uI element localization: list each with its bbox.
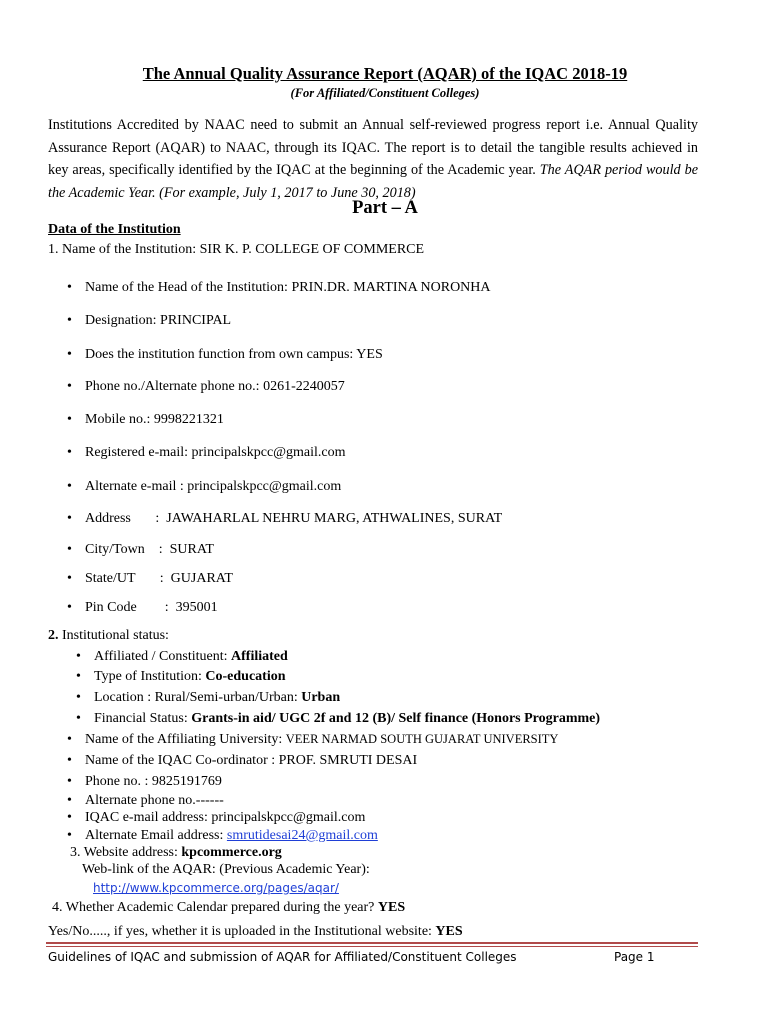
alt-email-link[interactable]: smrutidesai24@gmail.com — [226, 828, 378, 843]
status-location-value: Urban — [301, 690, 341, 705]
footer-text: Guidelines of IQAC and submission of AQAR for Affiliated/Constituent Colleges — [48, 950, 517, 964]
status-type — [94, 669, 286, 685]
q4-calendar — [52, 900, 405, 916]
list-item-campus: • Does the institution function from own campus: YES — [85, 347, 383, 363]
part-a-heading: Part – A — [352, 198, 418, 218]
q4-label: 4. Whether Academic Calendar prepared during the year? — [52, 900, 378, 915]
footer-rule-thick — [46, 942, 698, 944]
list-item-head: • Name of the Head of the Institution: PRIN.DR. MARTINA NORONHA — [85, 280, 491, 296]
intro-text: Institutions Accredited by NAAC need to submit an Annual self-reviewed progress report i.e. Annual Quality Assurance Report (AQAR) to NAAC, through its IQAC. The report is to detail the tangible results achieved in key areas, specifically identified by the IQAC at the beginning of the Academic year. — [48, 117, 698, 178]
status-heading — [48, 628, 169, 644]
footer-rule-thin — [46, 946, 698, 947]
status-university-label: Name of the Affiliating University: — [85, 732, 286, 747]
status-affiliated-label: Affiliated / Constituent: — [94, 649, 232, 664]
data-heading: Data of the Institution — [48, 222, 181, 237]
website-address — [70, 845, 282, 861]
list-item-alternate-email: • Alternate e-mail : principalskpcc@gmail.com — [85, 479, 341, 495]
uploaded-value: YES — [435, 924, 463, 939]
status-phone: • Phone no. : 9825191769 — [85, 774, 222, 790]
list-item-state: • State/UT : GUJARAT — [85, 571, 233, 587]
status-location-label: Location : Rural/Semi-urban/Urban: — [94, 690, 302, 705]
status-alt-email-label: Alternate Email address: — [85, 828, 227, 843]
status-type-value: Co-education — [205, 669, 286, 684]
page-number: Page 1 — [614, 950, 655, 964]
status-university-value: VEER NARMAD SOUTH GUJARAT UNIVERSITY — [285, 732, 559, 746]
weblink-label: Web-link of the AQAR: (Previous Academic Year): — [82, 862, 370, 877]
list-item-phone: • Phone no./Alternate phone no.: 0261-2240057 — [85, 379, 345, 395]
status-affiliated-value: Affiliated — [231, 649, 288, 664]
status-heading-text: Institutional status: — [58, 628, 169, 643]
calendar-uploaded — [48, 924, 463, 940]
list-item-pincode: • Pin Code : 395001 — [85, 600, 218, 616]
website-value: kpcommerce.org — [181, 845, 282, 860]
intro-paragraph — [48, 114, 698, 204]
list-item-address: • Address : JAWAHARLAL NEHRU MARG, ATHWALINES, SURAT — [85, 511, 502, 527]
status-financial-value: Grants-in aid/ UGC 2f and 12 (B)/ Self finance (Honors Programme) — [191, 711, 601, 726]
status-alt-phone: • Alternate phone no.------ — [85, 793, 224, 809]
website-label: 3. Website address: — [70, 845, 182, 860]
list-item-designation: • Designation: PRINCIPAL — [85, 313, 231, 329]
q4-value: YES — [377, 900, 406, 915]
status-type-label: Type of Institution: — [94, 669, 206, 684]
document-subtitle: (For Affiliated/Constituent Colleges) — [290, 86, 480, 100]
list-item-mobile: • Mobile no.: 9998221321 — [85, 412, 224, 428]
status-iqac-email: • IQAC e-mail address: principalskpcc@gmail.com — [85, 810, 365, 826]
intro-italic: The AQAR period would be the Academic Year. (For example, July 1, 2017 to June 30, 2018) — [48, 162, 698, 201]
document-title: The Annual Quality Assurance Report (AQAR) of the IQAC 2018-19 — [142, 64, 628, 83]
status-coordinator: • Name of the IQAC Co-ordinator : PROF. SMRUTI DESAI — [85, 753, 417, 769]
list-item-registered-email: • Registered e-mail: principalskpcc@gmail.com — [85, 445, 346, 461]
status-financial-label: Financial Status: — [94, 711, 192, 726]
status-number: 2. — [48, 628, 59, 643]
uploaded-label: Yes/No....., if yes, whether it is uploaded in the Institutional website: — [48, 924, 436, 939]
status-affiliated — [94, 649, 288, 665]
status-alt-email — [85, 828, 378, 844]
status-financial — [94, 711, 600, 727]
status-university — [85, 732, 558, 748]
list-item-city: • City/Town : SURAT — [85, 542, 214, 558]
aqar-weblink[interactable]: http://www.kpcommerce.org/pages/aqar/ — [93, 881, 339, 895]
status-location — [94, 690, 340, 706]
q1-institution-name: 1. Name of the Institution: SIR K. P. COLLEGE OF COMMERCE — [48, 242, 425, 257]
